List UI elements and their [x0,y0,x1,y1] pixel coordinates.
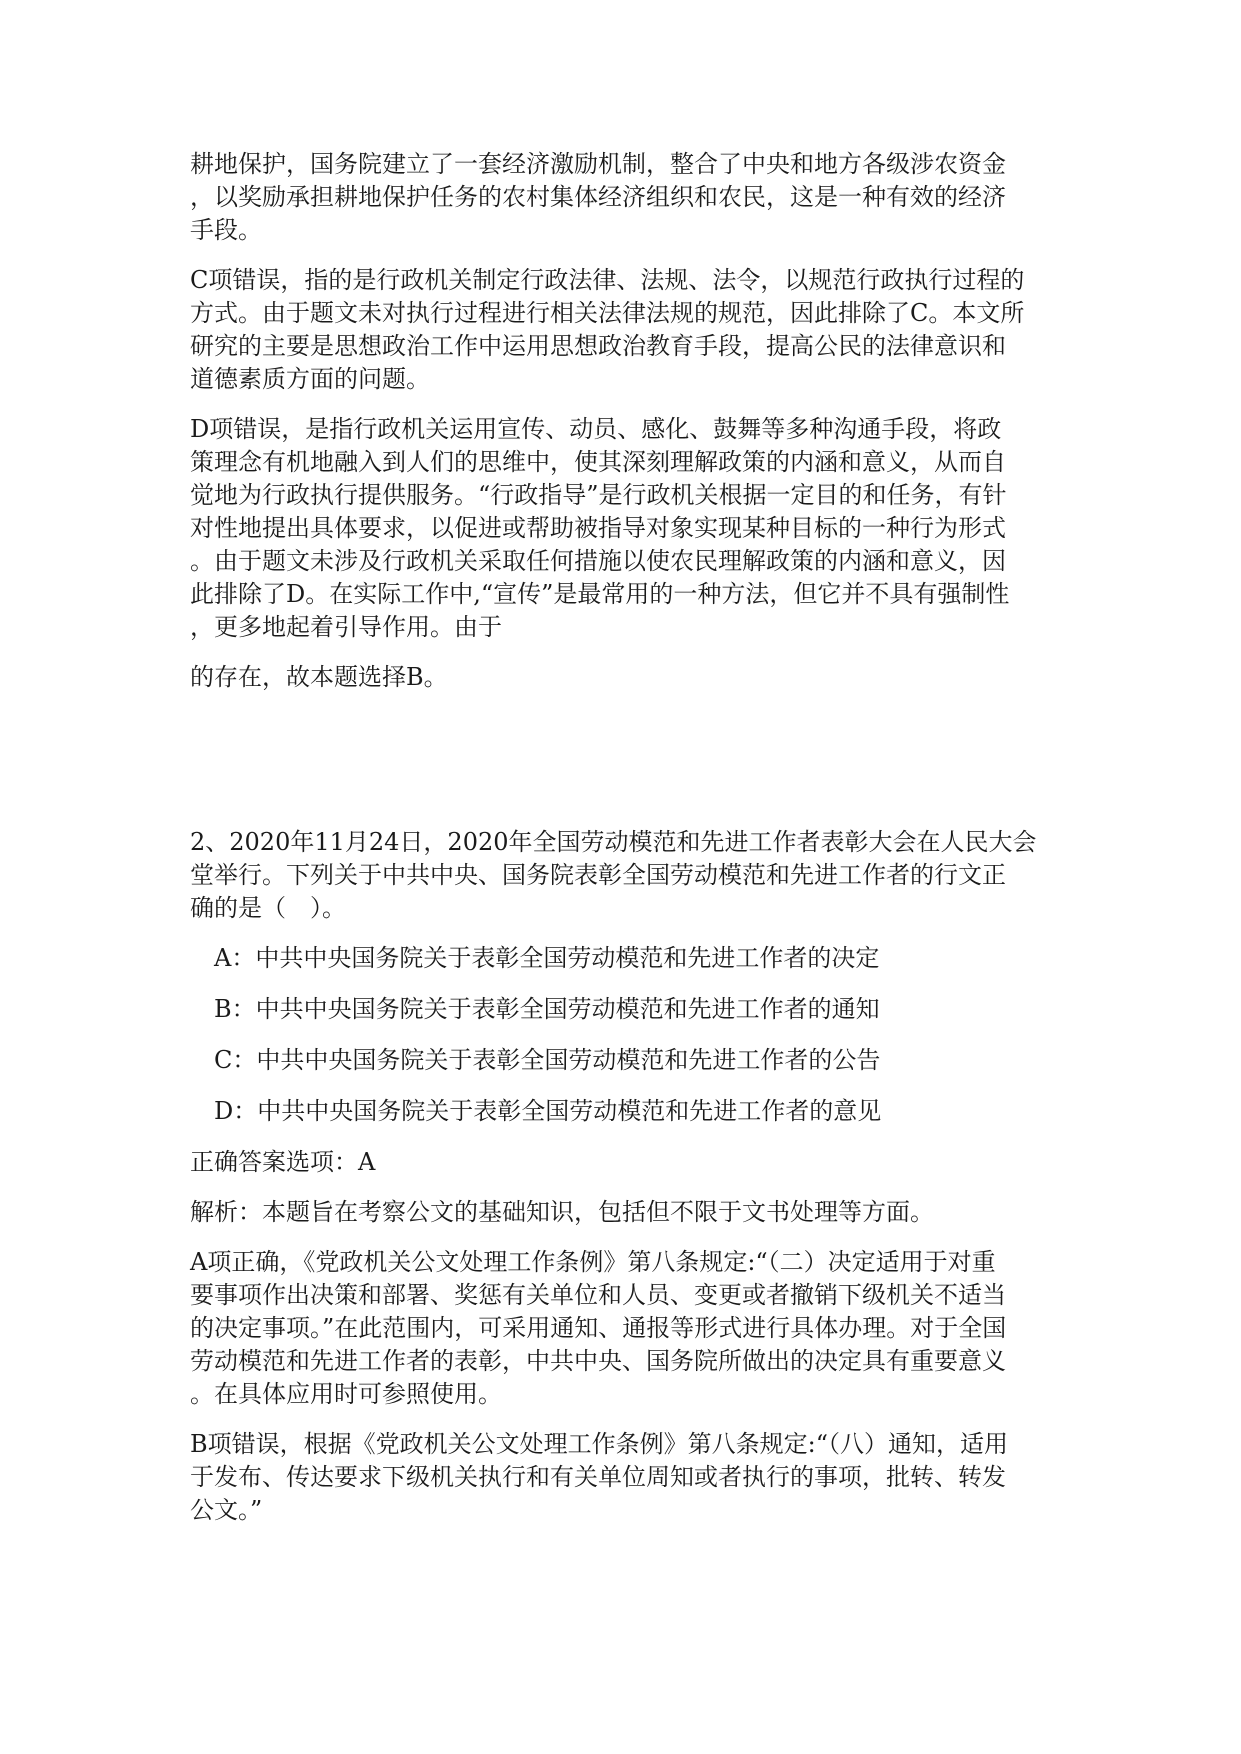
paragraph-option-c-explanation: C项错误，指的是行政机关制定行政法律、法规、法令，以规范行政执行过程的 方式。由于题文未对执行过程进行相关法律法规的规范，因此排除了C。本文所 研究的主要是思想政治工作中运用思想政治教育手段，提高公民的法律意识和 道德素质方面的问题。 [190,266,1025,393]
correct-answer: 正确答案选项：A [190,1148,376,1176]
paragraph-farmland-protection: 耕地保护，国务院建立了一套经济激励机制，整合了中央和地方各级涉农资金 ，以奖励承担耕地保护任务的农村集体经济组织和农民，这是一种有效的经济 手段。 [190,150,1006,244]
explanation-a: A项正确，《党政机关公文处理工作条例》第八条规定:“（二）决定适用于对重 要事项作出决策和部署、奖惩有关单位和人员、变更或者撤销下级机关不适当 的决定事项。”在此范围内，可采用通知、通报等形式进行具体办理。对于全国 劳动模范和先进工作者的表彰，中共中央、国务院所做出的决定具有重要意义 。在具体应用时可参照使用。 [190,1248,1007,1408]
analysis: 解析：本题旨在考察公文的基础知识，包括但不限于文书处理等方面。 [190,1198,934,1226]
paragraph-conclusion: 的存在，故本题选择B。 [190,663,448,691]
document-page [190,148,1070,1544]
paragraph-option-d-explanation: D项错误，是指行政机关运用宣传、动员、感化、鼓舞等多种沟通手段，将政 策理念有机地融入到人们的思维中，使其深刻理解政策的内涵和意义，从而自 觉地为行政执行提供服务。“行政指导”是行政机关根据一定目的和任务，有针 对性地提出具体要求，以促进或帮助被指导对象实现某种目标的一种行为形式 。由于题文未涉及行政机关采取任何措施以使农民理解政策的内涵和意义，因 此排除了D。在实际工作中,“宣传”是最常用的一种方法，但它并不具有强制性 ，更多地起着引导作用。由于 [190,415,1010,641]
option-d: D：中共中央国务院关于表彰全国劳动模范和先进工作者的意见 [214,1097,882,1125]
option-a: A：中共中央国务院关于表彰全国劳动模范和先进工作者的决定 [214,944,880,972]
explanation-b: B项错误，根据《党政机关公文处理工作条例》第八条规定:“（八）通知，适用 于发布、传达要求下级机关执行和有关单位周知或者执行的事项，批转、转发 公文。” [190,1430,1008,1524]
option-b: B：中共中央国务院关于表彰全国劳动模范和先进工作者的通知 [214,995,880,1023]
section-gap [190,711,1070,826]
question-stem: 2、2020年11月24日，2020年全国劳动模范和先进工作者表彰大会在人民大会 堂举行。下列关于中共中央、国务院表彰全国劳动模范和先进工作者的行文正 确的是（ ）。 [190,828,1037,922]
option-c: C：中共中央国务院关于表彰全国劳动模范和先进工作者的公告 [214,1046,881,1074]
